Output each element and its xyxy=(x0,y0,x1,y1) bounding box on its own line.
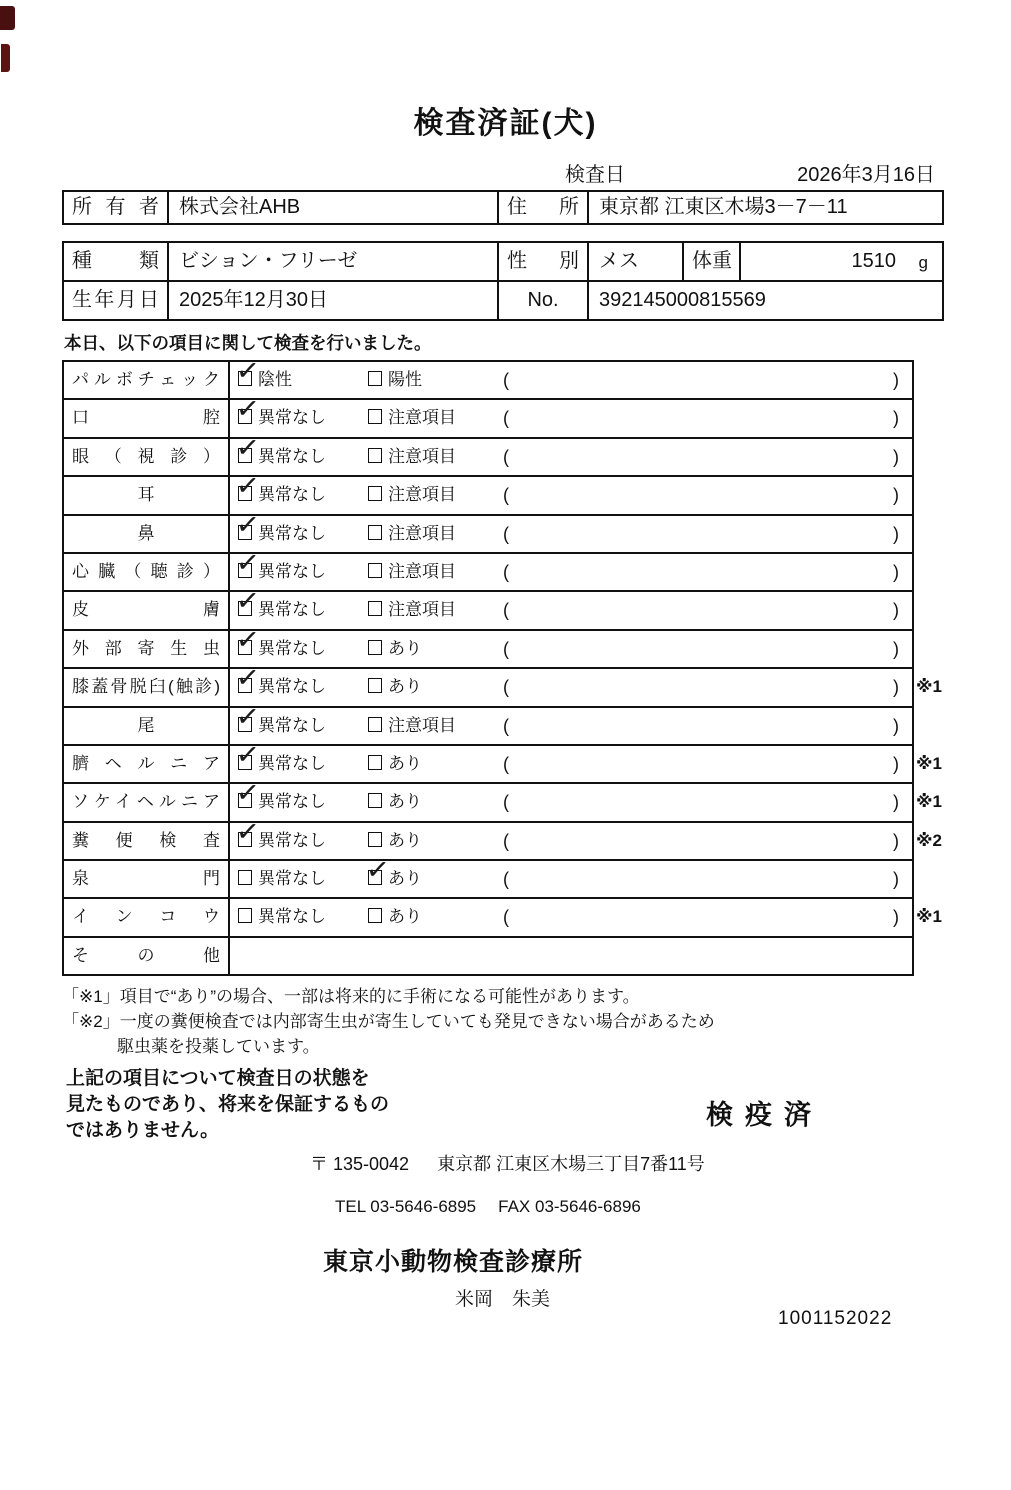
option-label: 異常なし xyxy=(258,446,326,466)
option-label: あり xyxy=(388,792,422,812)
checklist-row-nose xyxy=(64,514,912,552)
paren-open: ( xyxy=(503,523,509,544)
option-label: 異常なし xyxy=(258,561,326,581)
checklist-label: 眼（視診） xyxy=(64,439,230,475)
checkbox-present[interactable] xyxy=(368,640,382,655)
row-note: ※1 xyxy=(916,792,942,812)
checkbox-present[interactable] xyxy=(368,832,382,847)
row-note: ※1 xyxy=(916,677,942,697)
checkbox-attention[interactable] xyxy=(368,409,382,424)
page-title: 検査済証(犬) xyxy=(413,107,598,140)
checklist-label: 外部寄生虫 xyxy=(64,631,230,667)
option-label: 注意項目 xyxy=(388,561,456,581)
weight-value: 1510 g xyxy=(739,243,942,280)
paren-close: ) xyxy=(893,830,899,851)
checklist-label: 鼻 xyxy=(64,516,230,552)
option-label: 異常なし xyxy=(258,638,326,658)
checklist-row-heart xyxy=(64,552,912,590)
checkbox-normal[interactable] xyxy=(238,525,252,540)
street-address: 東京都 江東区木場三丁目7番11号 xyxy=(437,1154,705,1174)
checkbox-normal[interactable] xyxy=(238,832,252,847)
checkbox-normal[interactable] xyxy=(238,870,252,885)
checklist-row-ears xyxy=(64,475,912,513)
option-label: 注意項目 xyxy=(388,485,456,505)
checkbox-present[interactable] xyxy=(368,793,382,808)
owner-label: 所有者 xyxy=(72,196,159,218)
checklist-row-ectoparasite xyxy=(64,629,912,667)
checklist-label: 耳 xyxy=(64,477,230,513)
weight-label: 体重 xyxy=(682,243,739,280)
scan-artifact xyxy=(1,44,10,72)
checklist-row-other xyxy=(64,936,912,974)
examiner-name: 米岡 朱美 xyxy=(455,1289,551,1310)
paren-close: ) xyxy=(893,792,899,813)
checkbox-normal[interactable] xyxy=(238,409,252,424)
checklist-label: 心臓（聴診） xyxy=(64,554,230,590)
option-label: 異常なし xyxy=(258,715,326,735)
paren-open: ( xyxy=(503,715,509,736)
checklist-label: インコウ xyxy=(64,899,230,935)
paren-close: ) xyxy=(893,753,899,774)
scan-artifact xyxy=(0,6,15,30)
birth-label: 生年月日 xyxy=(72,289,159,311)
paren-open: ( xyxy=(503,869,509,890)
checkbox-attention[interactable] xyxy=(368,486,382,501)
checklist-label: 尾 xyxy=(64,708,230,744)
checkbox-attention[interactable] xyxy=(368,601,382,616)
checkbox-attention[interactable] xyxy=(368,525,382,540)
checkbox-attention[interactable] xyxy=(368,717,382,732)
checklist-row-parvo xyxy=(64,362,912,398)
disclaimer-statement: 上記の項目について検査日の状態を 見たものであり、将来を保証するもの ではありません。 xyxy=(66,1068,390,1141)
checkbox-present[interactable] xyxy=(368,908,382,923)
checklist-label: 臍ヘルニア xyxy=(64,746,230,782)
serial-number: 1001152022 xyxy=(778,1308,893,1329)
option-label: あり xyxy=(388,907,422,927)
checkbox-normal[interactable] xyxy=(238,678,252,693)
paren-open: ( xyxy=(503,408,509,429)
owner-value: 株式会社AHB xyxy=(167,192,497,223)
paren-close: ) xyxy=(893,370,899,390)
checkbox-normal[interactable] xyxy=(238,755,252,770)
checkbox-attention[interactable] xyxy=(368,563,382,578)
quarantine-stamp: 検疫済 xyxy=(706,1100,823,1130)
weight-unit: g xyxy=(918,253,928,272)
option-label: 異常なし xyxy=(258,677,326,697)
clinic-address xyxy=(310,1150,705,1176)
paren-close: ) xyxy=(893,869,899,890)
birth-value: 2025年12月30日 xyxy=(167,282,497,319)
option-label: 異常なし xyxy=(258,485,326,505)
checkbox-present[interactable] xyxy=(368,678,382,693)
checklist-label: ソケイヘルニア xyxy=(64,784,230,820)
row-note: ※2 xyxy=(916,830,942,850)
paren-open: ( xyxy=(503,370,509,390)
checklist-row-umbilical-hernia xyxy=(64,744,942,782)
checklist-label: 皮膚 xyxy=(64,592,230,628)
paren-open: ( xyxy=(503,485,509,506)
checkbox-normal[interactable] xyxy=(238,486,252,501)
option-label: 異常なし xyxy=(258,753,326,773)
owner-table xyxy=(62,190,944,225)
paren-open: ( xyxy=(503,830,509,851)
postal-code: 〒 135-0042 xyxy=(310,1154,410,1174)
option-label: 異常なし xyxy=(258,600,326,620)
checklist-row-patella xyxy=(64,667,942,705)
clinic-name: 東京小動物検査診療所 xyxy=(323,1248,584,1276)
option-label: 異常なし xyxy=(258,830,326,850)
paren-open: ( xyxy=(503,446,509,467)
address-label: 住所 xyxy=(497,192,587,223)
paren-close: ) xyxy=(893,715,899,736)
checklist-label: 口腔 xyxy=(64,400,230,436)
paren-close: ) xyxy=(893,600,899,621)
checklist-label: 泉門 xyxy=(64,861,230,897)
checklist-row-mouth xyxy=(64,398,912,436)
checklist-row-inguinal-hernia xyxy=(64,782,942,820)
checklist-row-skin xyxy=(64,590,912,628)
fax-number: FAX 03-5646-6896 xyxy=(498,1197,641,1216)
footnote-2-cont: 駆虫薬を投薬しています。 xyxy=(117,1037,320,1056)
option-label: 異常なし xyxy=(258,869,326,889)
option-label: あり xyxy=(388,869,422,889)
option-label: 陽性 xyxy=(388,370,422,389)
checklist-row-fecal-exam xyxy=(64,821,942,859)
checkbox-normal[interactable] xyxy=(238,717,252,732)
sex-value: メス xyxy=(587,243,682,280)
option-label: 異常なし xyxy=(258,792,326,812)
checklist-label: 糞便検査 xyxy=(64,823,230,859)
paren-close: ) xyxy=(893,907,899,928)
paren-close: ) xyxy=(893,561,899,582)
checkbox-positive[interactable] xyxy=(368,371,382,386)
clinic-contact xyxy=(335,1197,641,1217)
checklist-table xyxy=(62,360,942,976)
option-label: 注意項目 xyxy=(388,446,456,466)
paren-open: ( xyxy=(503,600,509,621)
row-note: ※1 xyxy=(916,907,942,927)
option-label: 注意項目 xyxy=(388,715,456,735)
paren-open: ( xyxy=(503,677,509,698)
checkbox-normal[interactable] xyxy=(238,640,252,655)
option-label: 異常なし xyxy=(258,408,326,428)
breed-value: ビション・フリーゼ xyxy=(167,243,497,280)
checklist-row-tail xyxy=(64,706,912,744)
no-value: 392145000815569 xyxy=(587,282,942,319)
checklist-row-inkou xyxy=(64,897,942,935)
no-label: No. xyxy=(497,282,587,319)
inspection-date-label: 検査日 xyxy=(565,164,625,186)
paren-close: ) xyxy=(893,446,899,467)
option-label: 異常なし xyxy=(258,907,326,927)
option-label: 注意項目 xyxy=(388,523,456,543)
option-label: 注意項目 xyxy=(388,600,456,620)
checkbox-normal[interactable] xyxy=(238,908,252,923)
option-label: あり xyxy=(388,677,422,697)
paren-open: ( xyxy=(503,561,509,582)
option-label: あり xyxy=(388,753,422,773)
option-label: 注意項目 xyxy=(388,408,456,428)
checkbox-present[interactable] xyxy=(368,870,382,885)
footnote-1: 「※1」項目で“あり”の場合、一部は将来的に手術になる可能性があります。 xyxy=(62,987,640,1006)
option-label: あり xyxy=(388,830,422,850)
paren-open: ( xyxy=(503,638,509,659)
row-note: ※1 xyxy=(916,753,942,773)
checklist-label: その他 xyxy=(64,938,230,974)
checkbox-normal[interactable] xyxy=(238,563,252,578)
intro-text: 本日、以下の項目に関して検査を行いました。 xyxy=(64,333,432,353)
paren-open: ( xyxy=(503,907,509,928)
footnotes xyxy=(62,984,715,1059)
paren-close: ) xyxy=(893,677,899,698)
pet-table xyxy=(62,241,944,321)
checkbox-attention[interactable] xyxy=(368,448,382,463)
paren-close: ) xyxy=(893,485,899,506)
paren-open: ( xyxy=(503,753,509,774)
paren-close: ) xyxy=(893,638,899,659)
checkbox-normal[interactable] xyxy=(238,601,252,616)
breed-label: 種類 xyxy=(72,250,159,272)
checklist-label: パルボチェック xyxy=(64,362,230,398)
footnote-2: 「※2」一度の糞便検査では内部寄生虫が寄生していても発見できない場合があるため xyxy=(62,1012,715,1031)
option-label: 異常なし xyxy=(258,523,326,543)
paren-close: ) xyxy=(893,523,899,544)
paren-open: ( xyxy=(503,792,509,813)
checklist-row-fontanelle xyxy=(64,859,912,897)
option-label: あり xyxy=(388,638,422,658)
checkbox-negative[interactable] xyxy=(238,371,252,386)
checkbox-normal[interactable] xyxy=(238,448,252,463)
sex-label: 性別 xyxy=(497,243,587,280)
tel-number: TEL 03-5646-6895 xyxy=(335,1197,477,1216)
option-label: 陰性 xyxy=(258,370,292,389)
checkbox-normal[interactable] xyxy=(238,793,252,808)
paren-close: ) xyxy=(893,408,899,429)
inspection-date-value: 2026年3月16日 xyxy=(797,164,935,186)
checkbox-present[interactable] xyxy=(368,755,382,770)
checklist-label: 膝蓋骨脱臼(触診) xyxy=(64,669,230,705)
address-value: 東京都 江東区木場3－7－11 xyxy=(587,192,942,223)
checklist-row-eyes xyxy=(64,437,912,475)
